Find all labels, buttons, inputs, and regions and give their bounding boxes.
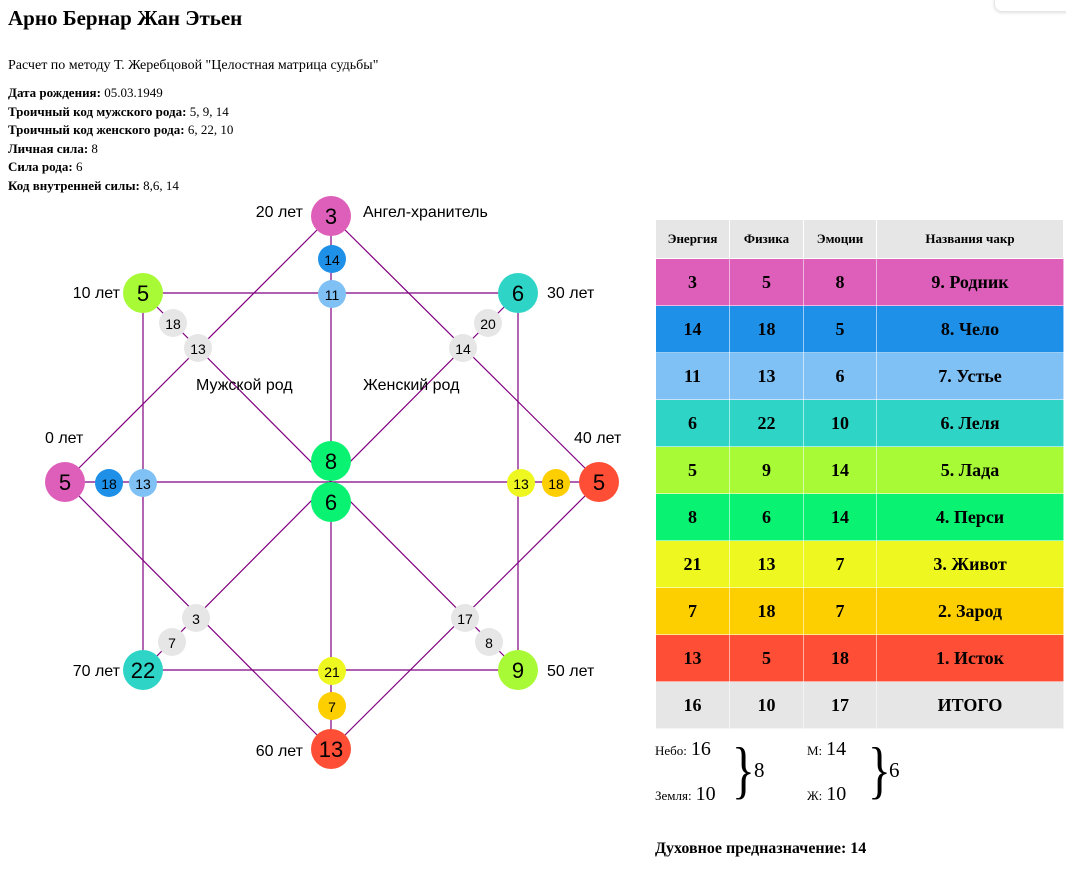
sky-value: 16 [690, 738, 711, 760]
svg-text:8: 8 [324, 449, 338, 474]
age-label-top-left: 10 лет [72, 285, 120, 302]
sky-row [655, 738, 711, 761]
node-br-a [451, 604, 479, 632]
info-male-code: Троичный код мужского рода: 5, 9, 14 [8, 103, 229, 119]
chakra-row [656, 306, 1064, 353]
female-line-label: Женский род [363, 377, 460, 394]
svg-text:6: 6 [324, 490, 338, 515]
node-left-a [95, 469, 123, 497]
chakra-name-cell: 6. Леля [877, 400, 1064, 447]
node-tr-a [474, 309, 502, 337]
f-label: Ж: [807, 788, 823, 803]
node-br-b [475, 628, 503, 656]
node-center-top [311, 441, 351, 481]
chakra-row [656, 541, 1064, 588]
m-f-sum: 6 [889, 758, 900, 782]
age-label-bottom: 60 лет [255, 743, 303, 760]
page-title: Арно Бернар Жан Этьен [8, 6, 243, 30]
age-label-top-right: 30 лет [547, 285, 595, 302]
svg-text:18: 18 [165, 316, 181, 332]
age-label-top: 20 лет [255, 204, 303, 221]
emotions-cell: 6 [804, 353, 877, 400]
svg-text:18: 18 [101, 476, 117, 492]
physics-cell: 5 [730, 259, 804, 306]
svg-text:5: 5 [58, 470, 72, 495]
svg-text:9: 9 [511, 658, 525, 683]
info-personal-power: Личная сила: 8 [8, 140, 98, 156]
node-bottom-right [498, 650, 538, 690]
chakra-name-cell: 4. Перси [877, 494, 1064, 541]
node-bl-a [182, 604, 210, 632]
svg-text:17: 17 [457, 611, 473, 627]
emotions-cell: 7 [804, 588, 877, 635]
sky-earth-sum: 8 [754, 758, 765, 782]
age-label-right: 40 лет [574, 430, 622, 447]
chakra-name-cell: 9. Родник [877, 259, 1064, 306]
info-birthdate: Дата рождения: 05.03.1949 [8, 85, 163, 100]
emotions-cell: 14 [804, 494, 877, 541]
chakra-name-cell: 3. Живот [877, 541, 1064, 588]
svg-text:3: 3 [192, 611, 200, 627]
earth-value: 10 [695, 783, 716, 805]
node-bottom-inner [318, 692, 346, 720]
node-bottom-left [123, 650, 163, 690]
svg-text:14: 14 [455, 341, 471, 357]
node-top-line [318, 280, 346, 308]
chakra-table-body [656, 259, 1064, 729]
info-female-code: Троичный код женского рода: 6, 22, 10 [8, 122, 234, 137]
svg-text:3: 3 [324, 204, 338, 229]
node-tl-a [159, 309, 187, 337]
chakra-row [656, 682, 1064, 729]
node-top-right [498, 273, 538, 313]
physics-cell: 18 [730, 588, 804, 635]
svg-text:5: 5 [136, 281, 150, 306]
physics-cell: 9 [730, 447, 804, 494]
physics-cell: 5 [730, 635, 804, 682]
node-center-bottom [311, 482, 351, 522]
chakra-table [655, 219, 1064, 729]
emotions-cell: 7 [804, 541, 877, 588]
emotions-cell: 18 [804, 635, 877, 682]
age-label-left: 0 лет [45, 430, 84, 447]
chakra-row [656, 447, 1064, 494]
node-top-inner [318, 245, 346, 273]
chakra-row [656, 259, 1064, 306]
physics-cell: 6 [730, 494, 804, 541]
emotions-cell: 5 [804, 306, 877, 353]
energy-cell: 6 [656, 400, 730, 447]
info-inner-code: Код внутренней силы: 8,6, 14 [8, 177, 179, 193]
energy-cell: 11 [656, 353, 730, 400]
f-value: 10 [826, 783, 847, 805]
svg-text:7: 7 [168, 635, 176, 651]
node-top [311, 196, 351, 236]
node-bottom [311, 729, 351, 769]
svg-text:13: 13 [318, 737, 344, 762]
svg-text:14: 14 [324, 252, 340, 268]
node-right [579, 462, 619, 502]
node-left-b [129, 469, 157, 497]
sky-label: Небо: [655, 743, 687, 758]
corner-tab[interactable] [994, 0, 1066, 12]
physics-cell: 10 [730, 682, 804, 729]
physics-cell: 18 [730, 306, 804, 353]
spiritual-purpose: Духовное предназначение: 14 [655, 840, 867, 857]
energy-cell: 5 [656, 447, 730, 494]
sky-earth-brace: } [731, 734, 755, 805]
svg-text:13: 13 [135, 476, 151, 492]
energy-cell: 21 [656, 541, 730, 588]
chakra-row [656, 494, 1064, 541]
chakra-name-cell: 7. Устье [877, 353, 1064, 400]
header-physics: Физика [730, 220, 804, 259]
m-value: 14 [826, 738, 847, 760]
physics-cell: 13 [730, 541, 804, 588]
svg-text:13: 13 [190, 341, 206, 357]
energy-cell: 3 [656, 259, 730, 306]
physics-cell: 22 [730, 400, 804, 447]
chakra-name-cell: 1. Исток [877, 635, 1064, 682]
f-row [807, 783, 846, 806]
angel-label: Ангел-хранитель [363, 204, 488, 221]
node-right-a [542, 469, 570, 497]
energy-cell: 8 [656, 494, 730, 541]
chakra-name-cell: 5. Лада [877, 447, 1064, 494]
svg-text:6: 6 [511, 281, 525, 306]
svg-text:11: 11 [324, 287, 340, 303]
node-left [45, 462, 85, 502]
matrix-diagram [0, 190, 640, 780]
earth-row [655, 783, 716, 806]
method-caption: Расчет по методу Т. Жеребцовой "Целостная матрица судьбы" [8, 58, 379, 73]
energy-cell: 16 [656, 682, 730, 729]
age-label-bottom-left: 70 лет [72, 663, 120, 680]
node-bl-b [158, 628, 186, 656]
earth-label: Земля: [655, 788, 692, 803]
emotions-cell: 14 [804, 447, 877, 494]
info-family-power: Сила рода: 6 [8, 159, 83, 174]
node-tl-b [184, 334, 212, 362]
physics-cell: 13 [730, 353, 804, 400]
header-emotions: Эмоции [804, 220, 877, 259]
svg-text:18: 18 [548, 476, 564, 492]
chakra-row [656, 400, 1064, 447]
emotions-cell: 17 [804, 682, 877, 729]
chakra-row [656, 588, 1064, 635]
chakra-row [656, 635, 1064, 682]
info-block [8, 84, 233, 195]
m-f-brace: } [867, 734, 891, 805]
m-row [807, 738, 846, 761]
node-top-left [123, 273, 163, 313]
male-line-label: Мужской род [196, 377, 293, 394]
energy-cell: 7 [656, 588, 730, 635]
node-tr-b [449, 334, 477, 362]
svg-text:20: 20 [480, 316, 496, 332]
node-bottom-line [318, 657, 346, 685]
header-energy: Энергия [656, 220, 730, 259]
m-label: М: [807, 743, 823, 758]
age-label-bottom-right: 50 лет [547, 663, 595, 680]
chakra-name-cell: ИТОГО [877, 682, 1064, 729]
chakra-row [656, 353, 1064, 400]
energy-cell: 14 [656, 306, 730, 353]
emotions-cell: 10 [804, 400, 877, 447]
svg-text:13: 13 [513, 476, 529, 492]
svg-text:22: 22 [130, 658, 156, 683]
emotions-cell: 8 [804, 259, 877, 306]
node-right-b [507, 469, 535, 497]
chakra-name-cell: 2. Зарод [877, 588, 1064, 635]
energy-cell: 13 [656, 635, 730, 682]
svg-text:5: 5 [592, 470, 606, 495]
chakra-table-header [656, 220, 1064, 259]
header-chakra-names: Названия чакр [877, 220, 1064, 259]
svg-text:8: 8 [485, 635, 493, 651]
svg-text:7: 7 [328, 699, 336, 715]
chakra-name-cell: 8. Чело [877, 306, 1064, 353]
svg-text:21: 21 [324, 664, 340, 680]
